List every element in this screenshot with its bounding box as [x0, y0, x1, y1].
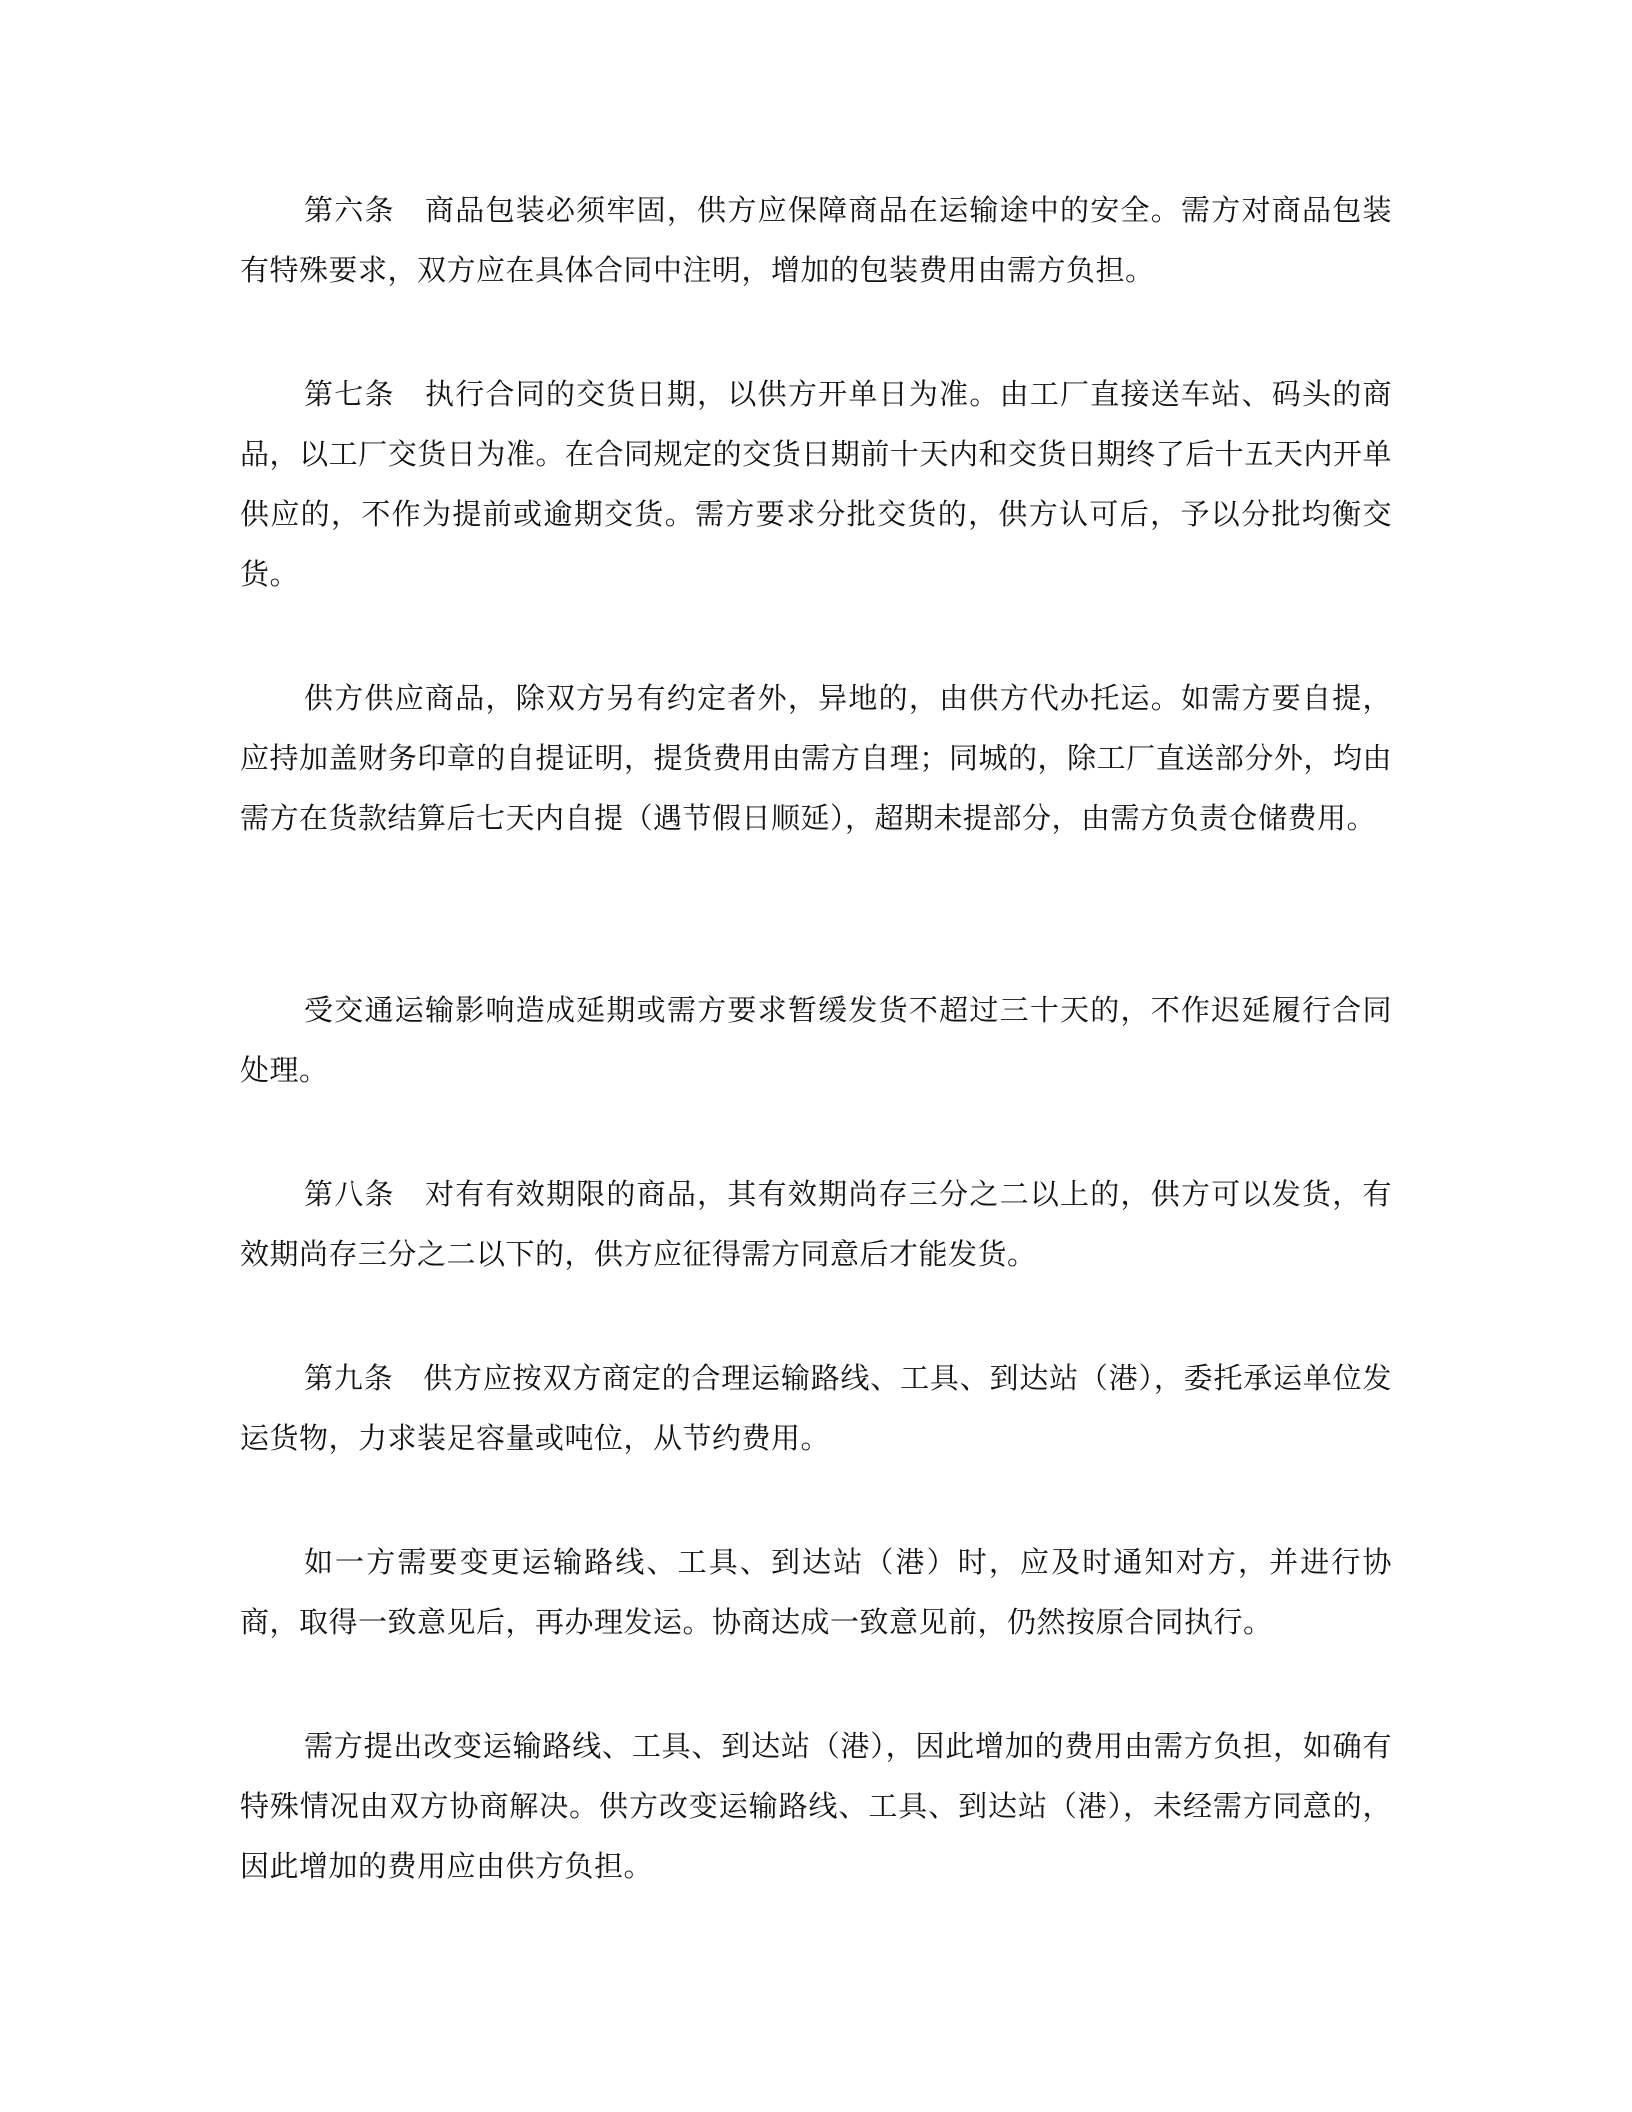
paragraph-article-7: 第七条 执行合同的交货日期，以供方开单日为准。由工厂直接送车站、码头的商品，以工厂交货日为准。在合同规定的交货日期前十天内和交货日期终了后十五天内开单供应的，不作为提前或逾期交货。需方要求分批交货的，供方认可后，予以分批均衡交货。: [240, 377, 1392, 591]
paragraph-route-change: 如一方需要变更运输路线、工具、到达站（港）时，应及时通知对方，并进行协商，取得一致意见后，再办理发运。协商达成一致意见前，仍然按原合同执行。: [240, 1545, 1392, 1639]
paragraph-article-6: 第六条 商品包装必须牢固，供方应保障商品在运输途中的安全。需方对商品包装有特殊要求，双方应在具体合同中注明，增加的包装费用由需方负担。: [240, 193, 1392, 287]
paragraph-transport-delay: 受交通运输影响造成延期或需方要求暂缓发货不超过三十天的，不作迟延履行合同处理。: [240, 993, 1392, 1087]
paragraph-article-8: 第八条 对有有效期限的商品，其有效期尚存三分之二以上的，供方可以发货，有效期尚存三分之二以下的，供方应征得需方同意后才能发货。: [240, 1177, 1392, 1271]
paragraph-self-pickup: 供方供应商品，除双方另有约定者外，异地的，由供方代办托运。如需方要自提，应持加盖财务印章的自提证明，提货费用由需方自理；同城的，除工厂直送部分外，均由需方在货款结算后七天内自提（遇节假日顺延），超期未提部分，由需方负责仓储费用。: [240, 681, 1392, 835]
paragraph-article-9: 第九条 供方应按双方商定的合理运输路线、工具、到达站（港），委托承运单位发运货物，力求装足容量或吨位，从节约费用。: [240, 1361, 1392, 1455]
paragraph-route-change-cost: 需方提出改变运输路线、工具、到达站（港），因此增加的费用由需方负担，如确有特殊情况由双方协商解决。供方改变运输路线、工具、到达站（港），未经需方同意的，因此增加的费用应由供方负担。: [240, 1729, 1392, 1883]
